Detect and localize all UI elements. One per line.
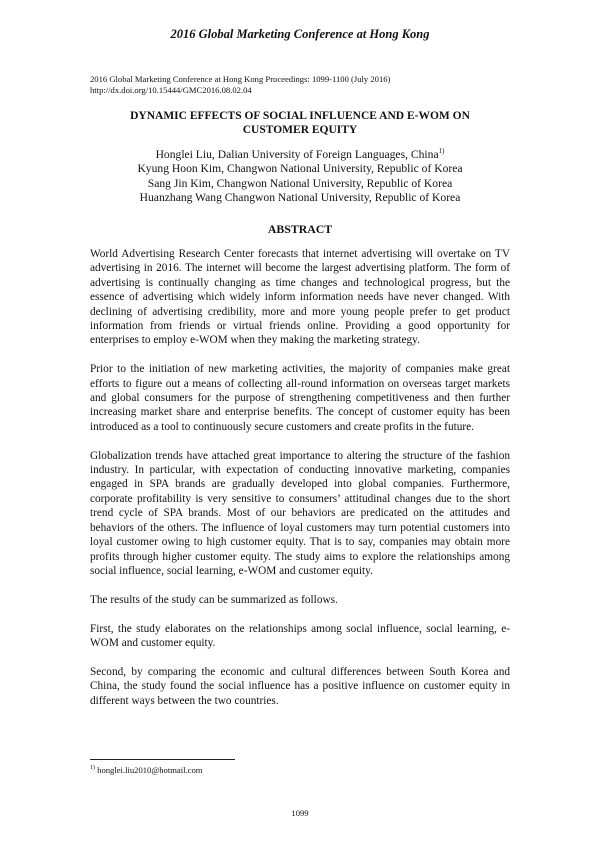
page-number: 1099 (291, 808, 309, 818)
author-2: Kyung Hoon Kim, Changwon National University, Republic of Korea (137, 162, 463, 176)
paragraph-3: Globalization trends have attached great importance to altering the structure of the fashion industry. In particular, with expectation of conducting innovative marketing, companies engaged in SPA brands are gradually developed into global companies. Furthermore, corporate profitability is very sensitive to consumers’ attitudinal changes due to the short trend cycle of SPA brands. Most of our behaviors are predicated on the attitudes and behaviors of the others. The influence of loyal customers may turn potential customers into loyal customer owing to high customer equity. That is to say, companies may obtain more profits through higher customer equity. The study aims to explore the relationships among social influence, social learning, e-WOM and customer equity. (90, 449, 510, 577)
running-head: 2016 Global Marketing Conference at Hong Kong (170, 27, 430, 41)
doi-link[interactable]: http://dx.doi.org/10.15444/GMC2016.08.02.04 (90, 84, 252, 95)
proceedings-info (90, 74, 520, 95)
author-list (90, 148, 510, 205)
author-1 (90, 148, 510, 162)
abstract-heading: ABSTRACT (267, 222, 333, 236)
paragraph-5: First, the study elaborates on the relationships among social influence, social learning, e-WOM and customer equity. (90, 622, 510, 649)
paper-title (90, 109, 510, 137)
footnote-email[interactable]: honglei.liu2010@hotmail.com (97, 765, 203, 775)
footnote-divider (90, 759, 235, 760)
proceedings-citation: 2016 Global Marketing Conference at Hong Kong Proceedings: 1099-1100 (July 2016) (90, 74, 391, 84)
author-1-affiliation: Honglei Liu, Dalian University of Foreign Languages, China (155, 148, 439, 161)
paragraph-1: World Advertising Research Center forecasts that internet advertising will overtake on TV advertising in 2016. The internet will become the largest advertising platform. The form of advertising is continually changing as time changes and technological progress, but the essence of advertising which widely inform information needs have never changed. With declining of advertising credibility, more and more young people prefer to get product information from friends or virtual friends online. Providing a good opportunity for enterprises to employ e-WOM when they making the marketing strategy. (90, 248, 510, 347)
footnote-mark: 1) (90, 765, 95, 771)
footnote (90, 765, 202, 775)
author-4: Huanzhang Wang Changwon National University, Republic of Korea (139, 190, 461, 204)
author-3: Sang Jin Kim, Changwon National University, Republic of Korea (147, 176, 453, 190)
abstract-body (90, 247, 510, 722)
footnote-marker: 1) (438, 147, 445, 155)
title-line-2: CUSTOMER EQUITY (242, 124, 358, 136)
title-line-1: DYNAMIC EFFECTS OF SOCIAL INFLUENCE AND E-WOM ON (130, 110, 470, 122)
paragraph-2: Prior to the initiation of new marketing activities, the majority of companies make great efforts to figure out a means of collecting all-round information on overseas target markets and global consumers for the purpose of strengthening competitiveness and then further increasing market share and enterprise benefits. The concept of customer equity has been introduced as a tool to continuously secure customers and create profits in the future. (90, 363, 510, 433)
paragraph-4: The results of the study can be summarized as follows. (90, 593, 338, 606)
paragraph-6: Second, by comparing the economic and cultural differences between South Korea and China, the study found the social influence has a positive influence on customer equity in different ways between the two countries. (90, 665, 510, 707)
